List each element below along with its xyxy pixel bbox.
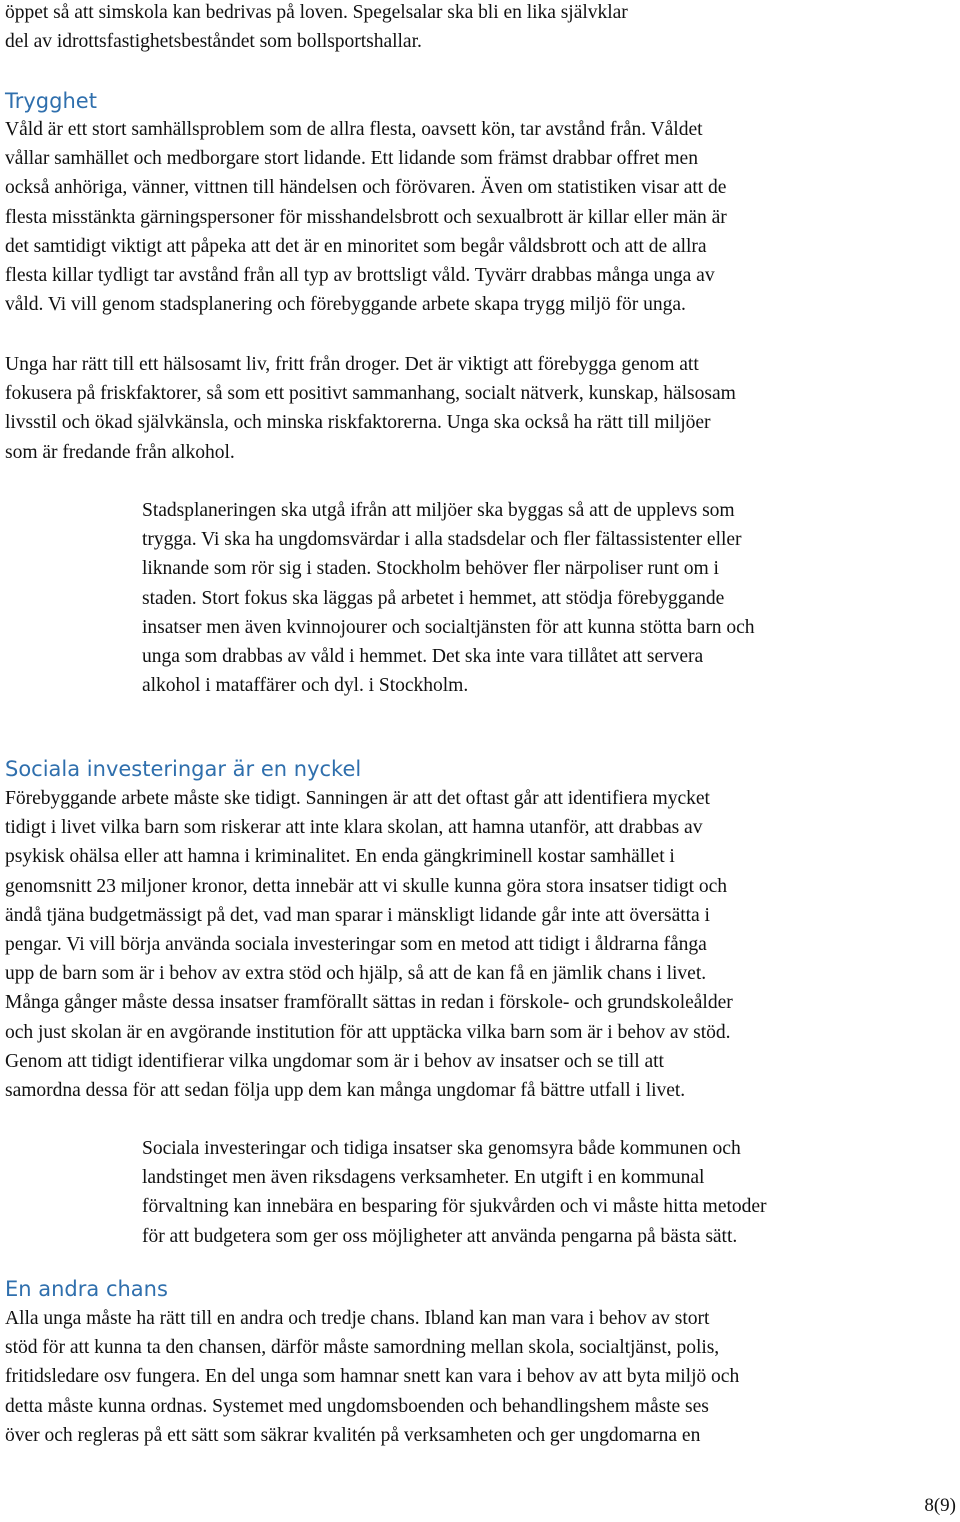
text-line: fokusera på friskfaktorer, så som ett positivt sammanhang, socialt nätverk, kunskap, hälsosam xyxy=(5,383,736,405)
text-line: flesta misstänkta gärningspersoner för misshandelsbrott och sexualbrott är killar eller män är xyxy=(5,206,727,228)
text-line: flesta killar tydligt tar avstånd från all typ av brottsligt våld. Tyvärr drabbas många unga av xyxy=(5,265,715,287)
heading-trygghet: Trygghet xyxy=(5,89,97,113)
text-line: förvaltning kan innebära en besparing för sjukvården och vi måste hitta metoder xyxy=(142,1196,767,1218)
text-line: Våld är ett stort samhällsproblem som de allra flesta, oavsett kön, tar avstånd från. Våldet xyxy=(5,119,703,140)
text-line: för att budgetera som ger oss möjligheter att använda pengarna på bästa sätt. xyxy=(142,1225,738,1247)
text-line: liknande som rör sig i staden. Stockholm behöver fler närpoliser runt om i xyxy=(142,558,719,580)
text-line: fritidsledare osv fungera. En del unga som hamnar snett kan vara i behov av att byta miljö och xyxy=(5,1366,740,1388)
andra-chans-paragraph-1 xyxy=(5,1304,955,1450)
trygghet-paragraph-1 xyxy=(5,115,955,319)
text-line: Många gånger måste dessa insatser framförallt sättas in redan i förskole- och grundskoleålder xyxy=(5,992,733,1014)
page-number: 8(9) xyxy=(924,1495,956,1516)
text-line: unga som drabbas av våld i hemmet. Det ska inte vara tillåtet att servera xyxy=(142,646,704,668)
text-line: Stadsplaneringen ska utgå ifrån att miljöer ska byggas så att de upplevs som xyxy=(142,500,735,521)
text-line: stöd för att kunna ta den chansen, därför måste samordning mellan skola, socialtjänst, polis, xyxy=(5,1337,720,1359)
text-line: Alla unga måste ha rätt till en andra och tredje chans. Ibland kan man vara i behov av stort xyxy=(5,1308,710,1329)
intro-paragraph xyxy=(5,0,955,56)
text-line: staden. Stort fokus ska läggas på arbetet i hemmet, att stödja förebyggande xyxy=(142,587,725,609)
heading-en-andra-chans: En andra chans xyxy=(5,1277,168,1301)
sociala-paragraph-2 xyxy=(142,1134,958,1251)
text-line: del av idrottsfastighetsbeståndet som bollsportshallar. xyxy=(5,31,422,53)
text-line: insatser men även kvinnojourer och socialtjänsten för att kunna stötta barn och xyxy=(142,616,755,638)
text-line: som är fredande från alkohol. xyxy=(5,441,235,463)
text-line: ändå tjäna budgetmässigt på det, vad man sparar i mänskligt lidande går inte att översätta i xyxy=(5,904,710,926)
text-line: vållar samhället och medborgare stort lidande. Ett lidande som främst drabbar offret men xyxy=(5,148,698,170)
text-line: alkohol i mataffärer och dyl. i Stockholm. xyxy=(142,675,469,697)
text-line: landstinget men även riksdagens verksamheter. En utgift i en kommunal xyxy=(142,1167,705,1189)
text-line: tidigt i livet vilka barn som riskerar att inte klara skolan, att hamna utanför, att drabbas av xyxy=(5,817,703,839)
text-line: över och regleras på ett sätt som säkrar kvalitén på verksamheten och ger ungdomarna en xyxy=(5,1424,701,1446)
text-line: Förebyggande arbete måste ske tidigt. Sanningen är att det oftast går att identifiera mycket xyxy=(5,788,710,809)
text-line: detta måste kunna ordnas. Systemet med ungdomsboenden och behandlingshem måste ses xyxy=(5,1395,709,1417)
text-line: Sociala investeringar och tidiga insatser ska genomsyra både kommunen och xyxy=(142,1138,741,1159)
trygghet-paragraph-2 xyxy=(5,350,955,467)
text-line: samordna dessa för att sedan följa upp dem kan många ungdomar få bättre utfall i livet. xyxy=(5,1080,686,1102)
text-line: våld. Vi vill genom stadsplanering och förebyggande arbete skapa trygg miljö för unga. xyxy=(5,294,686,316)
text-line: och just skolan är en avgörande institution för att upptäcka vilka barn som är i behov av stöd. xyxy=(5,1021,731,1043)
heading-sociala-investeringar: Sociala investeringar är en nyckel xyxy=(5,757,362,781)
text-line: öppet så att simskola kan bedrivas på loven. Spegelsalar ska bli en lika självklar xyxy=(5,2,628,23)
text-line: pengar. Vi vill börja använda sociala investeringar som en metod att tidigt i åldrarna fånga xyxy=(5,934,707,956)
trygghet-paragraph-3 xyxy=(142,496,958,700)
text-line: också anhöriga, vänner, vittnen till händelsen och förövaren. Även om statistiken visar att de xyxy=(5,177,727,199)
text-line: genomsnitt 23 miljoner kronor, detta innebär att vi skulle kunna göra stora insatser tidigt och xyxy=(5,875,727,897)
text-line: trygga. Vi ska ha ungdomsvärdar i alla stadsdelar och fler fältassistenter eller xyxy=(142,529,742,551)
text-line: psykisk ohälsa eller att hamna i kriminalitet. En enda gängkriminell kostar samhället i xyxy=(5,846,675,868)
text-line: det samtidigt viktigt att påpeka att det är en minoritet som begår våldsbrott och att de allra xyxy=(5,235,707,257)
text-line: livsstil och ökad självkänsla, och minska riskfaktorerna. Unga ska också ha rätt till miljöer xyxy=(5,412,711,434)
text-line: Genom att tidigt identifierar vilka ungdomar som är i behov av insatser och se till att xyxy=(5,1050,664,1072)
sociala-paragraph-1 xyxy=(5,784,955,1105)
text-line: upp de barn som är i behov av extra stöd och hjälp, så att de kan få en jämlik chans i livet. xyxy=(5,963,707,985)
text-line: Unga har rätt till ett hälsosamt liv, fritt från droger. Det är viktigt att förebygga genom att xyxy=(5,354,699,375)
